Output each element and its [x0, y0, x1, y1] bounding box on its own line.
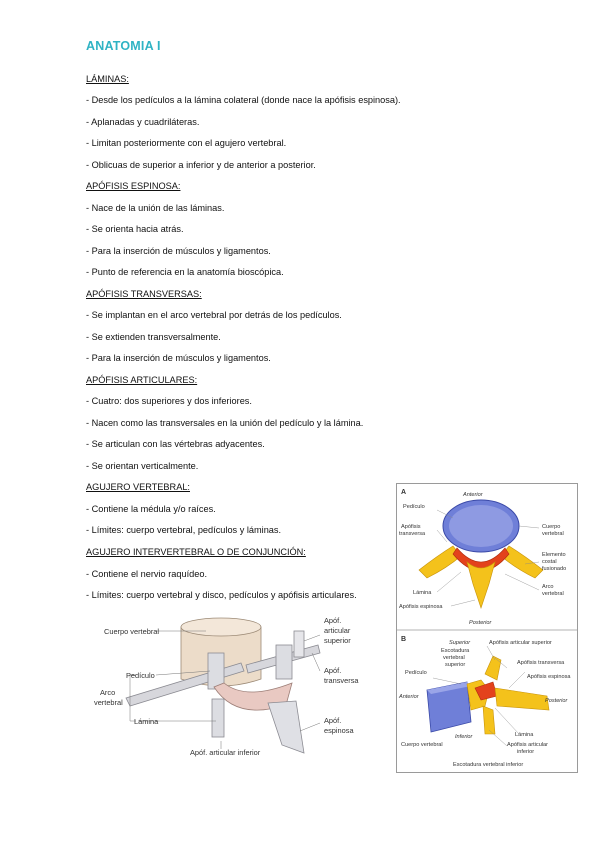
pedicle-right	[276, 645, 292, 679]
b-inferior-articular	[483, 706, 495, 734]
list-item: - Nacen como las transversales en la unión del pedículo y la lámina.	[86, 418, 364, 428]
label-a-transversa-2: transversa	[399, 531, 426, 537]
label-apof-articular-superior-1: Apóf.	[324, 616, 342, 625]
label-a-arco-2: vertebral	[542, 591, 564, 597]
label-b-cuerpo: Cuerpo vertebral	[401, 742, 443, 748]
a-transverse-right	[501, 546, 543, 578]
list-item: - Para la inserción de músculos y ligamentos.	[86, 246, 271, 256]
list-item: - Limitan posteriormente con el agujero vertebral.	[86, 138, 287, 148]
label-b-artinf-2: inferior	[517, 749, 535, 755]
page-title: ANATOMIA I	[86, 39, 161, 53]
label-b-escot-sup-1: Escotadura	[441, 648, 470, 654]
label-apof-articular-inferior: Apóf. articular inferior	[190, 748, 261, 757]
label-b-lamina: Lámina	[515, 732, 534, 738]
list-item: - Punto de referencia en la anatomía bioscópica.	[86, 267, 284, 277]
label-a-espinosa: Apófisis espinosa	[399, 604, 443, 610]
list-item: - Contiene la médula y/o raíces.	[86, 504, 216, 514]
heading-laminas: LÁMINAS:	[86, 74, 129, 84]
list-item: - Aplanadas y cuadriláteras.	[86, 117, 200, 127]
spinous-process-shape	[268, 701, 304, 753]
label-apof-espinosa-2: espinosa	[324, 726, 354, 735]
label-b-escot-sup-3: superior	[445, 662, 466, 668]
list-item: - Oblicuas de superior a inferior y de anterior a posterior.	[86, 160, 316, 170]
heading-agujero-vertebral: AGUJERO VERTEBRAL:	[86, 482, 190, 492]
heading-apofisis-transversas: APÓFISIS TRANSVERSAS:	[86, 289, 202, 299]
label-apof-transversa-2: transversa	[324, 676, 359, 685]
label-cuerpo-vertebral: Cuerpo vertebral	[104, 627, 160, 636]
label-a-lamina: Lámina	[413, 590, 432, 596]
label-b-artinf-1: Apófisis articular	[507, 742, 549, 748]
list-item: - Cuatro: dos superiores y dos inferiores.	[86, 396, 252, 406]
a-vertebral-body-inner	[449, 505, 513, 547]
label-apof-espinosa-1: Apóf.	[324, 716, 342, 725]
label-apof-articular-superior-2: articular	[324, 626, 351, 635]
label-arco: Arco	[100, 688, 116, 697]
label-lamina: Lámina	[134, 717, 159, 726]
label-b-artsup: Apófisis articular superior	[489, 640, 552, 646]
list-item: - Se orienta hacia atrás.	[86, 224, 184, 234]
a-transverse-left	[419, 546, 461, 578]
b-superior-articular	[485, 656, 501, 680]
label-a-anterior: Anterior	[463, 492, 483, 498]
list-item: - Límites: cuerpo vertebral, pedículos y láminas.	[86, 525, 282, 535]
label-a-posterior: Posterior	[469, 620, 492, 626]
label-b-superior: Superior	[449, 640, 471, 646]
vertebra-anatomy-svg	[397, 484, 577, 772]
label-a-arco-1: Arco	[542, 584, 554, 590]
label-a-cuerpo-2: vertebral	[542, 531, 564, 537]
list-item: - Desde los pedículos a la lámina colateral (donde nace la apófisis espinosa).	[86, 95, 401, 105]
label-a-costal-2: costal	[542, 559, 557, 565]
label-b-pediculo: Pedículo	[405, 670, 427, 676]
list-item: - Se implantan en el arco vertebral por detrás de los pedículos.	[86, 310, 342, 320]
list-item: - Para la inserción de músculos y ligamentos.	[86, 353, 271, 363]
label-a-costal-3: fusionado	[542, 566, 567, 572]
panel-a-letter: A	[401, 489, 407, 496]
heading-apofisis-espinosa: APÓFISIS ESPINOSA:	[86, 181, 181, 191]
panel-b-letter: B	[401, 636, 407, 643]
list-item: - Se extienden transversalmente.	[86, 332, 221, 342]
inferior-articular-shape	[212, 699, 224, 737]
label-b-posterior: Posterior	[545, 698, 568, 704]
label-b-inferior: Inferior	[455, 734, 473, 740]
vertebral-body-top	[181, 618, 261, 636]
label-apof-transversa-1: Apóf.	[324, 666, 342, 675]
superior-articular-shape	[294, 631, 304, 657]
list-item: - Se articulan con las vértebras adyacentes.	[86, 439, 265, 449]
label-a-costal-1: Elemento	[542, 552, 566, 558]
label-vertebral: vertebral	[94, 698, 123, 707]
label-b-espinosa: Apófisis espinosa	[527, 674, 571, 680]
label-a-cuerpo-1: Cuerpo	[542, 524, 561, 530]
label-b-escot-sup-2: vertebral	[443, 655, 465, 661]
label-b-escot-inf: Escotadura vertebral inferior	[453, 762, 524, 768]
label-a-pediculo: Pedículo	[403, 504, 425, 510]
list-item: - Contiene el nervio raquídeo.	[86, 569, 208, 579]
label-pediculo: Pedículo	[126, 671, 155, 680]
label-apof-articular-superior-3: superior	[324, 636, 351, 645]
list-item: - Límites: cuerpo vertebral y disco, pedículos y apófisis articulares.	[86, 590, 357, 600]
heading-agujero-intervertebral: AGUJERO INTERVERTEBRAL O DE CONJUNCIÓN:	[86, 547, 306, 557]
label-b-transversa: Apófisis transversa	[517, 660, 565, 666]
label-b-anterior: Anterior	[399, 694, 419, 700]
list-item: - Nace de la unión de las láminas.	[86, 203, 225, 213]
heading-apofisis-articulares: APÓFISIS ARTICULARES:	[86, 375, 198, 385]
b-spinous	[495, 688, 549, 710]
list-item: - Se orientan verticalmente.	[86, 461, 199, 471]
vertebra-anatomy-figure	[396, 483, 578, 773]
label-a-transversa-1: Apófisis	[401, 524, 421, 530]
vertebra-schematic-figure	[86, 613, 376, 763]
